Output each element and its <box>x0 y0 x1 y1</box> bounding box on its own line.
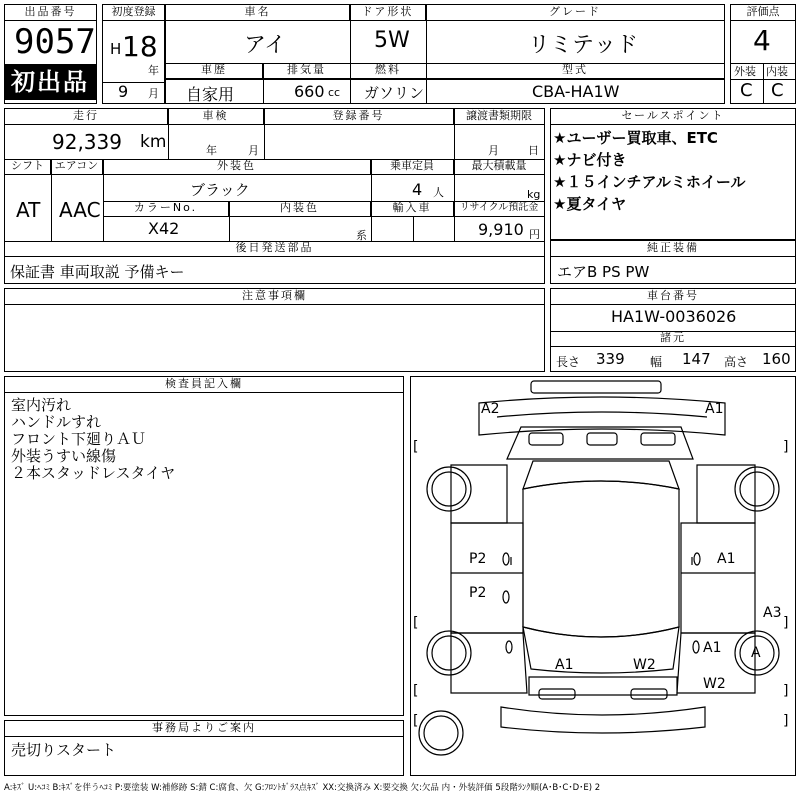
height-label: 高さ <box>724 355 749 369</box>
color-no-label: カラーNo. <box>103 201 229 217</box>
reg-year: 18 <box>122 30 158 63</box>
equipment-label: 純正装備 <box>551 241 795 257</box>
sales-box <box>550 108 796 240</box>
inspector-box <box>4 376 404 716</box>
interior-label: 内装 <box>766 65 788 78</box>
inspector-note: ハンドルすれ <box>11 413 102 431</box>
reg-no-label: 登録番号 <box>264 109 454 125</box>
later-parts-label: 後日発送部品 <box>5 241 544 257</box>
grade-label: グレード <box>426 5 724 21</box>
inspector-note: フロント下廻りＡＵ <box>11 430 147 448</box>
inspector-note: ２本スタッドレスタイヤ <box>11 464 176 482</box>
transfer-day-unit: 日 <box>528 144 539 157</box>
int-color-label: 内装色 <box>229 201 371 217</box>
damage-mark: W2 <box>703 676 726 692</box>
equipment-box <box>550 240 796 284</box>
model-label: 型式 <box>426 63 724 79</box>
shift-label: シフト <box>5 159 51 175</box>
int-color-unit: 系 <box>356 229 367 242</box>
lot-label: 出品番号 <box>5 5 96 21</box>
bracket: ] <box>783 683 789 699</box>
fuel-label: 燃料 <box>350 63 426 79</box>
car-history: 自家用 <box>186 85 235 104</box>
first-listing-badge: 初出品 <box>4 64 96 100</box>
reg-month-unit: 月 <box>148 87 159 100</box>
bracket: [ <box>413 713 419 729</box>
recycle-unit: 円 <box>529 228 540 241</box>
caution-label: 注意事項欄 <box>5 289 544 305</box>
shift: AT <box>16 198 41 222</box>
damage-mark: A1 <box>703 640 722 656</box>
bracket: ] <box>783 615 789 631</box>
damage-mark: P2 <box>469 551 487 567</box>
damage-mark: A1 <box>717 551 736 567</box>
load-unit: kg <box>527 188 541 201</box>
bracket: [ <box>413 615 419 631</box>
fuel: ガソリン <box>364 84 425 102</box>
dims-label: 諸元 <box>551 331 795 347</box>
caution-box <box>4 288 545 372</box>
exterior-color: ブラック <box>190 181 250 199</box>
reg-month: 9 <box>118 82 129 101</box>
damage-mark: A2 <box>481 401 500 417</box>
import-label: 輸入車 <box>371 201 454 217</box>
width: 147 <box>682 350 711 368</box>
car-name-label: 車名 <box>166 5 350 21</box>
bracket: ] <box>783 439 789 455</box>
car-diagram <box>411 377 795 775</box>
reg-era: H <box>110 40 122 58</box>
inspector-label: 検査員記入欄 <box>5 377 403 393</box>
car-name: アイ <box>244 33 287 58</box>
grade: リミテッド <box>528 33 639 58</box>
damage-mark: P2 <box>469 585 487 601</box>
history-label: 車歴 <box>166 63 263 79</box>
office-label: 事務局よりご案内 <box>5 721 403 737</box>
recycle-label: リサイクル預託金 <box>454 201 544 217</box>
damage-mark: A3 <box>763 605 782 621</box>
model-code: CBA-HA1W <box>532 82 620 101</box>
damage-mark: W2 <box>633 657 656 673</box>
damage-mark: A <box>751 645 761 661</box>
inspector-note: 室内汚れ <box>11 396 72 414</box>
damage-diagram-box <box>410 376 796 776</box>
chassis-box <box>550 288 796 372</box>
chassis-label: 車台番号 <box>551 289 795 305</box>
equipment: エアB PS PW <box>557 263 650 281</box>
damage-mark: A1 <box>555 657 574 673</box>
width-label: 幅 <box>650 355 663 369</box>
reg-year-unit: 年 <box>148 64 159 77</box>
load-label: 最大積載量 <box>454 159 544 175</box>
bracket: [ <box>413 439 419 455</box>
door-type: 5W <box>374 28 410 53</box>
displacement: 660 <box>294 82 325 101</box>
ac: AAC <box>59 198 101 222</box>
transfer-label: 譲渡書類期限 <box>454 109 544 125</box>
sales-point: ★ナビ付き <box>553 151 627 169</box>
score-label: 評価点 <box>731 5 795 21</box>
insp-year-unit: 年 <box>206 144 217 157</box>
later-parts: 保証書 車両取説 予備キー <box>10 263 185 281</box>
sales-label: セールスポイント <box>551 109 795 125</box>
capacity: 4 <box>412 180 423 199</box>
length-label: 長さ <box>556 355 581 369</box>
inspection-label: 車検 <box>168 109 264 125</box>
lot-number: 9057 <box>14 22 96 62</box>
score: 4 <box>753 24 771 57</box>
office-note: 売切りスタート <box>11 741 117 759</box>
color-label: 外装色 <box>103 159 371 175</box>
interior-grade: C <box>771 80 784 101</box>
height: 160 <box>762 350 791 368</box>
exterior-grade: C <box>740 80 753 101</box>
bracket: [ <box>413 683 419 699</box>
length: 339 <box>596 350 625 368</box>
capacity-unit: 人 <box>433 186 444 199</box>
damage-mark: A1 <box>705 401 724 417</box>
insp-month-unit: 月 <box>248 144 259 157</box>
chassis-number: HA1W-0036026 <box>611 307 737 326</box>
exterior-label: 外装 <box>734 65 756 78</box>
bracket: ] <box>783 713 789 729</box>
inspector-note: 外装うすい線傷 <box>11 447 117 465</box>
capacity-label: 乗車定員 <box>371 159 454 175</box>
sales-point: ★１５インチアルミホイール <box>553 173 746 191</box>
displacement-label: 排気量 <box>263 63 350 79</box>
legend: A:ｷｽﾞ U:ﾍｺﾐ B:ｷｽﾞを伴うﾍｺﾐ P:要塗装 W:補修跡 S:錆 C:腐食、欠 G:ﾌﾛﾝﾄｶﾞﾗｽ点ｷｽﾞ XX:交換済み X:要交換 欠:欠品 内・外装評価 5段階ﾗﾝｸ順(A･B･C･D･E) 2 <box>4 783 601 793</box>
mileage: 92,339 <box>52 130 122 154</box>
office-box <box>4 720 404 776</box>
displacement-unit: cc <box>328 86 341 99</box>
registration-label: 初度登録 <box>103 5 164 21</box>
color-no: X42 <box>148 219 180 238</box>
recycle-fee: 9,910 <box>478 220 524 239</box>
mileage-label: 走行 <box>5 109 168 125</box>
sales-point: ★夏タイヤ <box>553 195 627 213</box>
mileage-unit: km <box>140 132 167 152</box>
sales-point: ★ユーザー買取車、ETC <box>553 129 718 147</box>
door-label: ドア形状 <box>350 5 426 21</box>
ac-label: エアコン <box>51 159 103 175</box>
transfer-month-unit: 月 <box>488 144 499 157</box>
